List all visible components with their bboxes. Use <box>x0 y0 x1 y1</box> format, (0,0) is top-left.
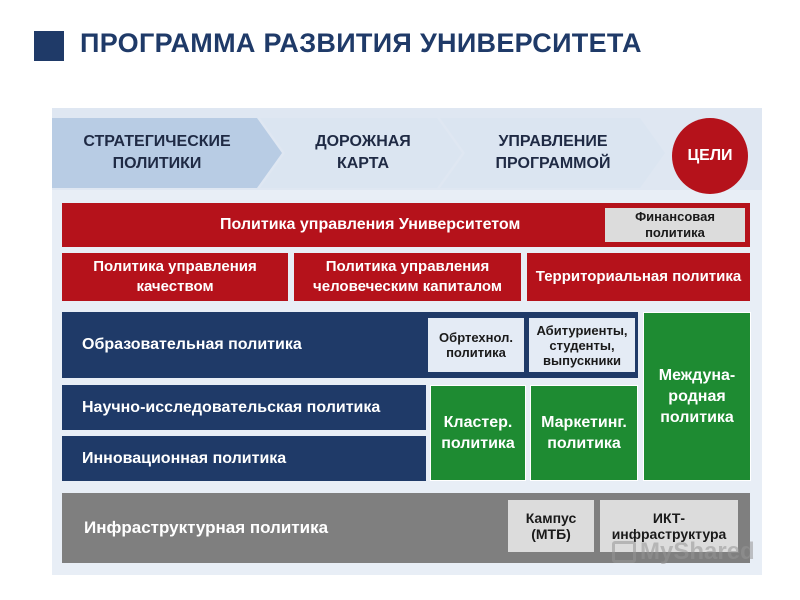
educational-policy: Образовательная политика <box>62 312 638 378</box>
research-policy: Научно-исследовательская политика <box>62 385 426 430</box>
page-title: ПРОГРАММА РАЗВИТИЯ УНИВЕРСИТЕТА <box>80 28 642 58</box>
chevron-program-label: УПРАВЛЕНИЕ ПРОГРАММОЙ <box>495 133 611 172</box>
territorial-policy: Территориальная политика <box>527 253 750 301</box>
ict-infrastructure-box: ИКТ- инфраструктура <box>600 500 738 552</box>
applicants-students-graduates: Абитуриенты, студенты, выпускники <box>529 318 635 372</box>
financial-policy: Финансовая политика <box>605 208 745 242</box>
presentation-icon <box>612 541 636 563</box>
infrastructure-policy: Инфраструктурная политика <box>62 493 750 563</box>
watermark <box>612 538 755 566</box>
quality-management-policy: Политика управления качеством <box>62 253 288 301</box>
goals-circle: ЦЕЛИ <box>672 118 748 194</box>
cluster-policy: Кластер. политика <box>430 385 526 481</box>
international-policy: Междуна- родная политика <box>643 312 751 481</box>
chevron-strategic-label: СТРАТЕГИЧЕСКИЕ ПОЛИТИКИ <box>83 133 231 172</box>
watermark-text: MyShared <box>640 538 755 565</box>
innovation-policy: Инновационная политика <box>62 436 426 481</box>
university-management-policy: Политика управления Университетом <box>62 203 750 247</box>
human-capital-policy: Политика управления человеческим капиталом <box>294 253 521 301</box>
edtech-policy: Обртехнол. политика <box>428 318 524 372</box>
marketing-policy: Маркетинг. политика <box>530 385 638 481</box>
title-marker <box>34 31 64 61</box>
chevron-roadmap-label: ДОРОЖНАЯ КАРТА <box>315 133 411 172</box>
campus-box: Кампус (МТБ) <box>508 500 594 552</box>
